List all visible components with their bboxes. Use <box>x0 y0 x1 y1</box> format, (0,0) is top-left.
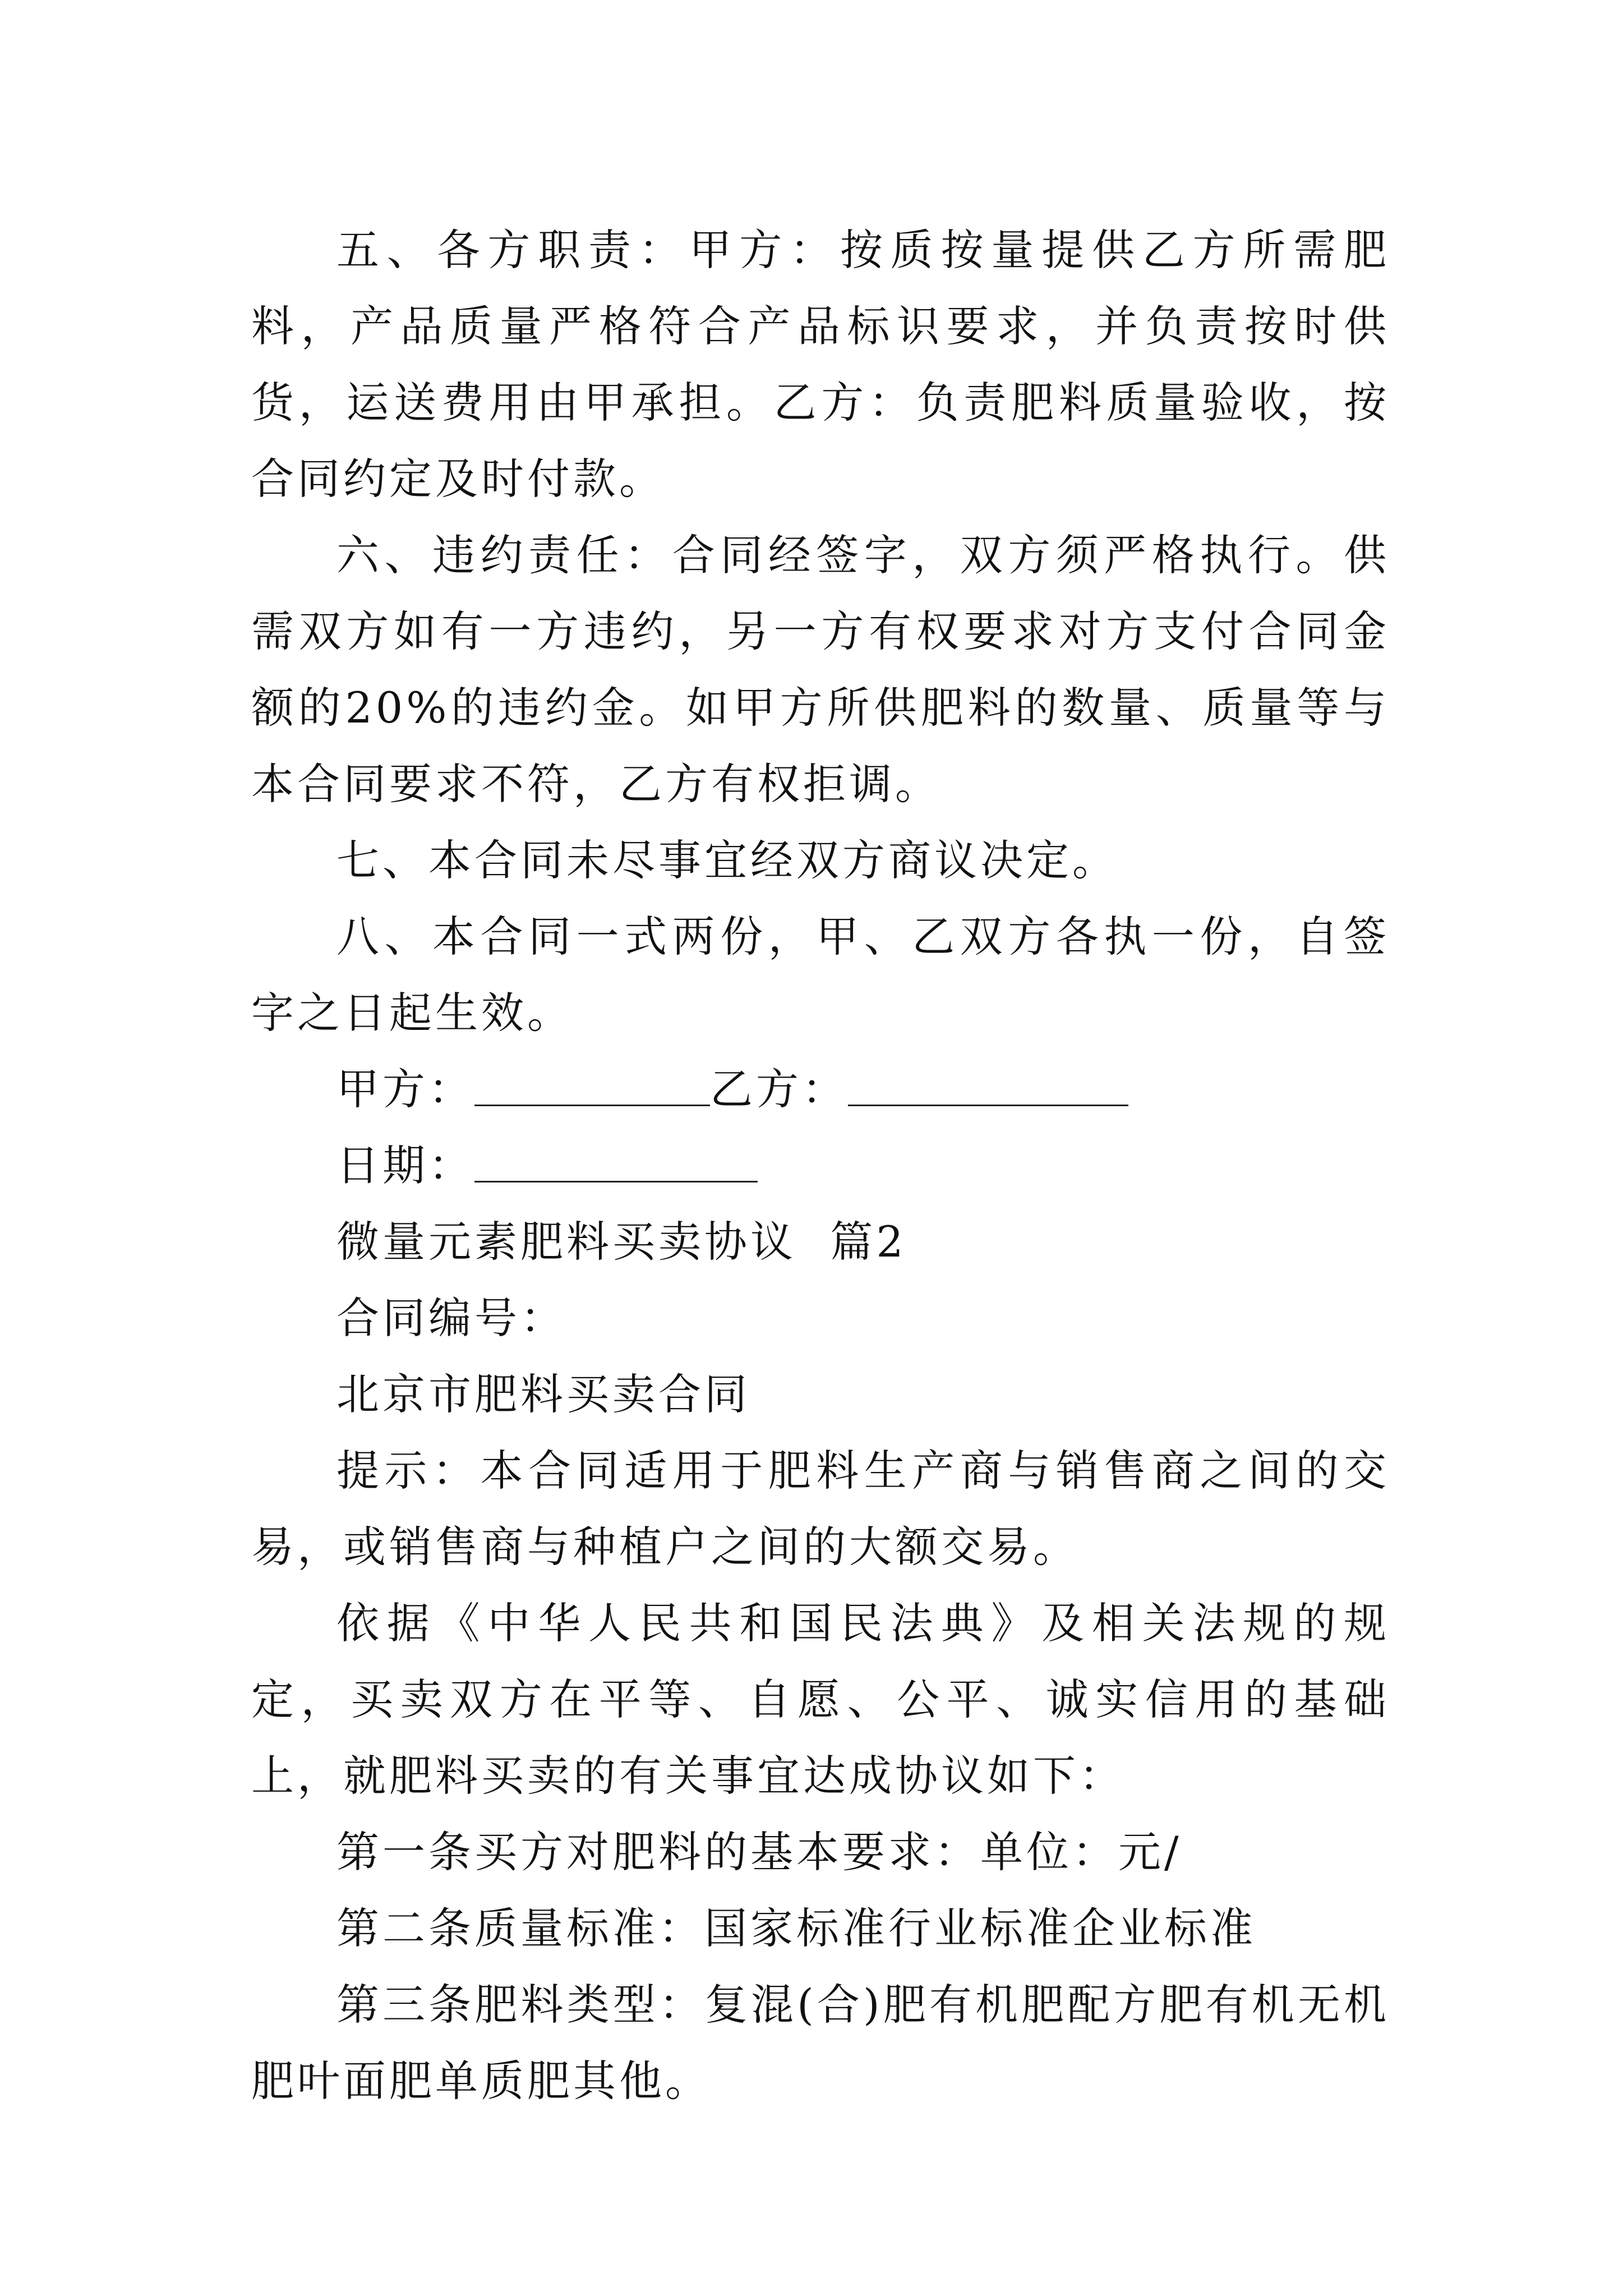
party-a-label: 甲方： <box>336 1064 474 1114</box>
clause-liability: 六、违约责任：合同经签字，双方须严格执行。供需双方如有一方违约，另一方有权要求对方支付合同金额的20%的违约金。如甲方所供肥料的数量、质量等与本合同要求不符，乙方有权拒调。 <box>251 530 1390 809</box>
party-b-label: 乙方： <box>710 1064 848 1114</box>
article-3: 第三条肥料类型：复混(合)肥有机肥配方肥有机无机肥叶面肥单质肥其他。 <box>251 1980 1390 2106</box>
clause-responsibilities: 五、各方职责：甲方：按质按量提供乙方所需肥料，产品质量严格符合产品标识要求，并负责按时供货，运送费用由甲承担。乙方：负责肥料质量验收，按合同约定及时付款。 <box>251 225 1390 504</box>
document-body <box>251 212 1390 2119</box>
contract-title: 北京市肥料买卖合同 <box>336 1369 750 1419</box>
contract-hint: 提示：本合同适用于肥料生产商与销售商之间的交易，或销售商与种植户之间的大额交易。 <box>251 1446 1390 1572</box>
party-a-blank[interactable] <box>474 1065 710 1106</box>
article-2: 第二条质量标准：国家标准行业标准企业标准 <box>336 1903 1256 1953</box>
section-heading: 微量元素肥料买卖协议 篇2 <box>336 1217 907 1267</box>
contract-preamble: 依据《中华人民共和国民法典》及相关法规的规定，买卖双方在平等、自愿、公平、诚实信用的基础上，就肥料买卖的有关事宜达成协议如下： <box>251 1598 1390 1801</box>
date-blank[interactable] <box>474 1142 758 1182</box>
signature-parties-line <box>251 1051 1390 1128</box>
clause-copies-effective: 八、本合同一式两份，甲、乙双方各执一份，自签字之日起生效。 <box>251 912 1390 1038</box>
contract-number-label: 合同编号： <box>336 1293 566 1343</box>
party-b-blank[interactable] <box>848 1065 1128 1106</box>
date-label: 日期： <box>336 1140 474 1190</box>
article-1: 第一条买方对肥料的基本要求：单位：元/ <box>336 1827 1182 1877</box>
signature-date-line <box>251 1128 1390 1204</box>
clause-unresolved-matters: 七、本合同未尽事宜经双方商议决定。 <box>336 835 1118 885</box>
